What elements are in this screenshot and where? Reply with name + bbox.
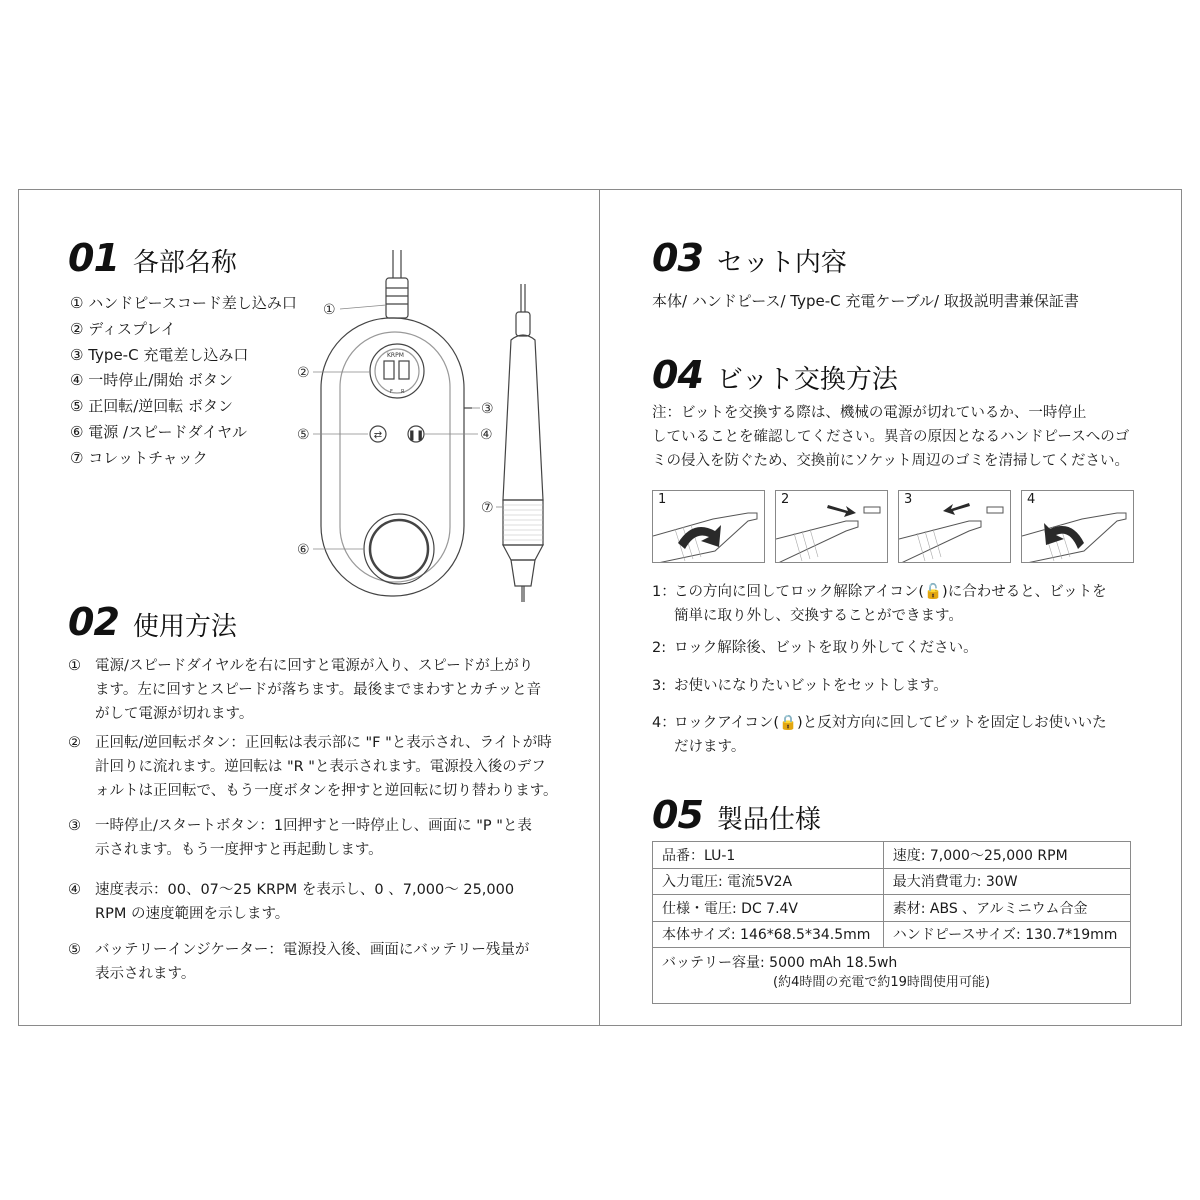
usage-num: ① [68,658,81,674]
step-label: 1： [652,584,676,600]
step-description [652,636,1172,660]
part-item: ① ハンドピースコード差し込み口 [70,294,297,312]
usage-num: ② [68,735,81,751]
usage-line: RPM の速度範囲を示します。 [95,906,290,922]
usage-num: ④ [68,882,81,898]
step-text: ロックアイコン( [674,715,779,731]
callout-7: ⑦ [481,500,494,516]
spec-table [652,841,1131,1004]
battery-capacity: バッテリー容量: 5000 mAh 18.5wh [662,955,898,971]
spec-cell: 本体サイズ: 146*68.5*34.5mm [653,921,884,948]
part-item: ⑥ 電源 /スピードダイヤル [70,422,247,441]
spec-row [653,921,1131,948]
usage-line: 表示されます。 [95,966,196,982]
section-03-heading [652,236,847,280]
step-text: お使いになりたいビットをセットします。 [674,678,948,694]
callout-4: ④ [480,427,493,443]
step-label: 3: [652,678,667,694]
usage-line: 正回転/逆回転ボタン：正回転は表示部に "F "と表示され、ライトが時 [95,735,552,751]
usage-item [68,654,588,726]
spec-row [653,842,1131,869]
section-title: セット内容 [716,248,847,278]
section-number: 01 [68,236,119,280]
step-text: ロック解除後、ビットを取り外してください。 [674,640,978,656]
bit-insert-illustration [899,491,1011,563]
step-text: )と反対方向に回してビットを固定しお使いいた [797,715,1107,731]
step-text: )に合わせると、ビットを [942,584,1107,600]
step-text: 簡単に取り外し、交換することができます。 [674,608,963,624]
section-04-heading [652,353,898,397]
usage-line: がして電源が切れます。 [95,706,254,722]
usage-line: 速度表示：00、07～25 KRPM を表示し、0 、7,000～ 25,000 [95,882,515,898]
usage-item [68,938,588,986]
spec-cell: 速度: 7,000～25,000 RPM [883,842,1130,869]
pause-icon: ❚❚ [407,430,425,441]
page-divider [599,189,600,1026]
unlock-icon: 🔓 [923,584,943,600]
part-item: ⑤ 正回転/逆回転 ボタン [70,397,234,416]
usage-list [68,654,588,986]
usage-item [68,878,588,926]
spec-cell: 最大消費電力: 30W [883,868,1130,895]
step-illustration-number: 2 [781,492,790,507]
handpiece-lock-illustration [1022,491,1134,563]
spec-cell: 入力電圧: 電流5V2A [653,868,884,895]
step-text: この方向に回してロック解除アイコン( [674,584,924,600]
bit-remove-illustration [776,491,888,563]
spec-cell: 品番：LU-1 [653,842,884,869]
part-item: ⑦ コレットチャック [70,448,208,467]
step-illustration [898,490,1011,563]
usage-num: ⑤ [68,942,81,958]
step-description [652,711,1172,759]
section-title: 各部名称 [132,248,237,278]
battery-cell [653,948,1131,1004]
usage-line: ます。左に回すとスピードが落ちます。最後までまわすとカチッと音 [95,682,542,698]
step-illustration [1021,490,1134,563]
display-r-label: R [401,389,405,395]
display-f-label: F [390,389,393,395]
note-line: ミの侵入を防ぐため、交換前にソケット周辺のゴミを清掃してください。 [652,453,1130,469]
display-unit-label: KRPM [387,352,404,359]
section-number: 04 [652,353,703,397]
note-line: 注：ビットを交換する際は、機械の電源が切れているか、一時停止 [652,405,1087,421]
step-text: だけます。 [674,739,746,755]
part-item: ③ Type-C 充電差し込み口 [70,345,249,364]
section-01-heading [68,236,237,280]
section-number: 03 [652,236,703,280]
usage-num: ③ [68,818,81,834]
section-02-heading [68,600,237,644]
spec-cell: 素材: ABS 、アルミニウム合金 [883,895,1130,922]
usage-line: バッテリーインジケーター：電源投入後、画面にバッテリー残量が [95,942,530,958]
usage-line: 一時停止/スタートボタン：1回押すと一時停止し、画面に "P "と表 [95,818,532,834]
bit-change-note [652,401,1172,473]
callout-5: ⑤ [297,427,310,443]
usage-item [68,814,588,862]
step-illustration-number: 1 [658,492,667,507]
part-item: ④ 一時停止/開始 ボタン [70,371,234,390]
callout-3: ③ [481,401,494,417]
device-diagram [290,240,580,610]
section-title: 使用方法 [132,612,237,642]
spec-row [653,868,1131,895]
step-description [652,674,1172,698]
usage-line: 計回りに流れます。逆回転は "R "と表示されます。電源投入後のデフ [95,759,546,775]
usage-item [68,731,588,803]
step-label: 2: [652,640,667,656]
step-illustration-number: 3 [904,492,913,507]
parts-list [70,291,297,472]
lock-icon: 🔒 [778,715,798,731]
step-label: 4： [652,715,676,731]
section-title: 製品仕様 [716,805,821,835]
spec-row [653,948,1131,1004]
callout-6: ⑥ [297,542,310,558]
callout-1: ① [323,302,336,318]
spec-cell: ハンドピースサイズ: 130.7*19mm [883,921,1130,948]
section-title: ビット交換方法 [716,365,898,395]
set-contents-text: 本体/ ハンドピース/ Type-C 充電ケーブル/ 取扱説明書兼保証書 [652,292,1079,310]
step-illustrations [652,490,1134,563]
section-05-heading [652,793,821,837]
spec-cell: 仕様・電圧: DC 7.4V [653,895,884,922]
callout-2: ② [297,365,310,381]
section-number: 05 [652,793,703,837]
note-line: していることを確認してください。異音の原因となるハンドピースへのゴ [652,429,1130,445]
part-item: ② ディスプレイ [70,319,176,338]
section-number: 02 [68,600,119,644]
step-illustration [775,490,888,563]
step-illustration-number: 4 [1027,492,1036,507]
step-illustration [652,490,765,563]
direction-icon: ⇄ [373,430,383,441]
usage-line: 電源/スピードダイヤルを右に回すと電源が入り、スピードが上がり [95,658,534,674]
usage-line: 示されます。もう一度押すと再起動します。 [95,842,383,858]
handpiece-rotate-illustration [653,491,765,563]
usage-line: ォルトは正回転で、もう一度ボタンを押すと逆回転に切り替わります。 [95,783,558,799]
step-description [652,580,1172,628]
spec-row [653,895,1131,922]
battery-note: (約4時間の充電で約19時間使用可能) [773,975,990,990]
